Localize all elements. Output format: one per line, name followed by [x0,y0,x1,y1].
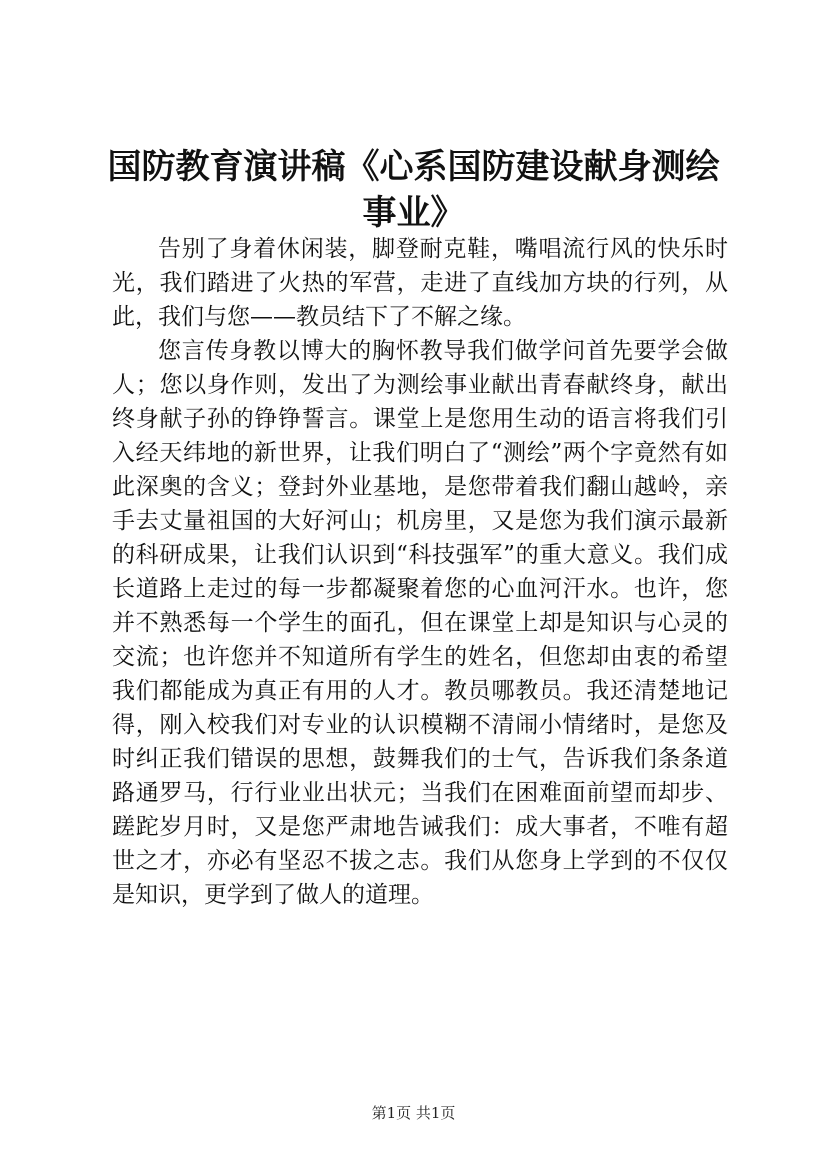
paragraph-2: 您言传身教以博大的胸怀教导我们做学问首先要学会做人；您以身作则，发出了为测绘事业献出青春献终身，献出终身献子孙的铮铮誓言。课堂上是您用生动的语言将我们引入经天纬地的新世界，让我们明白了“测绘”两个字竟然有如此深奥的含义；登封外业基地，是您带着我们翻山越岭，亲手去丈量祖国的大好河山；机房里，又是您为我们演示最新的科研成果，让我们认识到“科技强军”的重大意义。我们成长道路上走过的每一步都凝聚着您的心血河汗水。也许，您并不熟悉每一个学生的面孔，但在课堂上却是知识与心灵的交流；也许您并不知道所有学生的姓名，但您却由衷的希望我们都能成为真正有用的人才。教员哪教员。我还清楚地记得，刚入校我们对专业的认识模糊不清闹小情绪时，是您及时纠正我们错误的思想，鼓舞我们的士气，告诉我们条条道路通罗马，行行业业出状元；当我们在困难面前望而却步、蹉跎岁月时，又是您严肃地告诫我们：成大事者，不唯有超世之才，亦必有坚忍不拔之志。我们从您身上学到的不仅仅是知识，更学到了做人的道理。 [112,338,728,908]
document-title: 国防教育演讲稿《心系国防建设献身测绘事业》 [107,147,720,233]
document-body [112,232,728,912]
paragraph-1: 告别了身着休闲装，脚登耐克鞋，嘴唱流行风的快乐时光，我们踏进了火热的军营，走进了直线加方块的行列，从此，我们与您——教员结下了不解之缘。 [112,236,728,330]
page-number-footer: 第1页 共1页 [371,1104,456,1122]
